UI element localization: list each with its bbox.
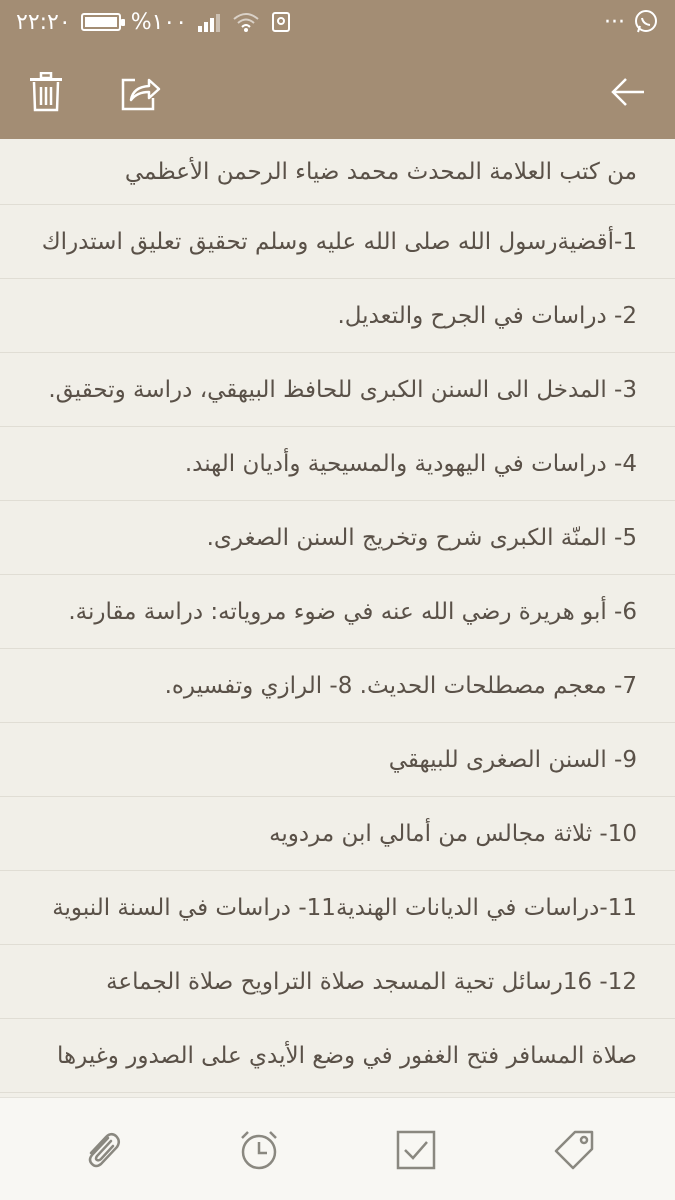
alarm-icon xyxy=(237,1128,281,1172)
attachment-icon xyxy=(80,1128,124,1172)
note-line: 12- 16رسائل تحية المسجد صلاة التراويح صلاة الجماعة xyxy=(0,945,675,1019)
note-line: 2- دراسات في الجرح والتعديل. xyxy=(0,279,675,353)
reminder-button[interactable] xyxy=(235,1126,283,1174)
wifi-icon xyxy=(231,11,261,33)
battery-icon xyxy=(81,13,121,31)
bottom-action-bar xyxy=(0,1097,675,1200)
note-line: 6- أبو هريرة رضي الله عنه في ضوء مروياته: دراسة مقارنة. xyxy=(0,575,675,649)
note-line: 5- المنّة الكبرى شرح وتخريج السنن الصغرى. xyxy=(0,501,675,575)
note-line: من كتب العلامة المحدث محمد ضياء الرحمن الأعظمي xyxy=(0,139,675,205)
clock: ٢٢:٢٠ xyxy=(16,9,71,35)
note-line: 1-أقضيةرسول الله صلى الله عليه وسلم تحقيق تعليق استدراك xyxy=(0,205,675,279)
share-icon xyxy=(119,72,161,112)
checklist-button[interactable] xyxy=(392,1126,440,1174)
status-right xyxy=(604,9,659,35)
share-button[interactable] xyxy=(116,68,164,116)
note-line: صلاة المسافر فتح الغفور في وضع الأيدي على الصدور وغيرها xyxy=(0,1019,675,1093)
tag-icon xyxy=(552,1128,596,1172)
note-toolbar xyxy=(0,44,675,139)
note-body[interactable] xyxy=(0,139,675,1097)
whatsapp-icon xyxy=(633,9,659,35)
status-left xyxy=(16,10,291,35)
note-line: 3- المدخل الى السنن الكبرى للحافظ البيهقي، دراسة وتحقيق. xyxy=(0,353,675,427)
overflow-dots: ··· xyxy=(604,9,625,35)
back-button[interactable] xyxy=(604,68,652,116)
note-line: 9- السنن الصغرى للبيهقي xyxy=(0,723,675,797)
checkbox-icon xyxy=(395,1129,437,1171)
battery-level: %١٠٠ xyxy=(130,9,188,35)
sim-icon xyxy=(271,11,291,33)
status-bar xyxy=(0,0,675,44)
back-arrow-icon xyxy=(610,77,646,107)
note-line: 10- ثلاثة مجالس من أمالي ابن مردويه xyxy=(0,797,675,871)
note-line: 7- معجم مصطلحات الحديث. 8- الرازي وتفسيره. xyxy=(0,649,675,723)
trash-icon xyxy=(28,72,64,112)
tag-button[interactable] xyxy=(550,1126,598,1174)
attach-button[interactable] xyxy=(78,1126,126,1174)
delete-button[interactable] xyxy=(22,68,70,116)
signal-icon xyxy=(197,12,221,32)
note-line: 4- دراسات في اليهودية والمسيحية وأديان الهند. xyxy=(0,427,675,501)
note-line: 11-دراسات في الديانات الهندية11- دراسات في السنة النبوية xyxy=(0,871,675,945)
